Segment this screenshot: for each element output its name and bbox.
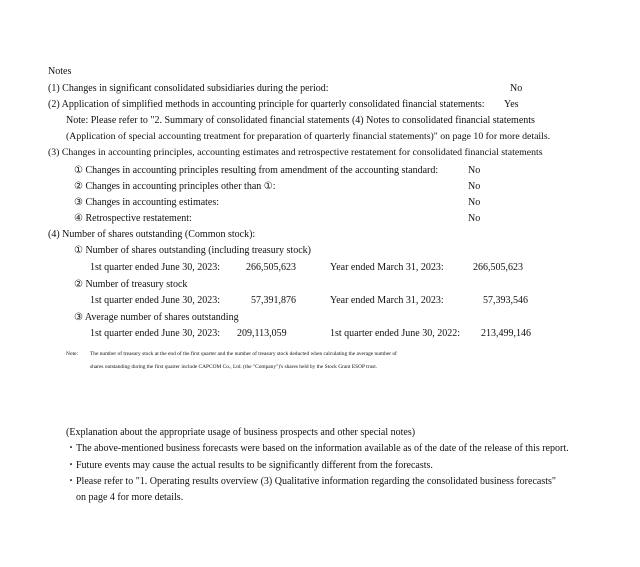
item2-label: (2) Application of simplified methods in accounting principle for quarterly consolidated financial statements:: [48, 99, 485, 110]
shares-left-label: 1st quarter ended June 30, 2023:: [90, 262, 220, 273]
item3-row-label: ④ Retrospective restatement:: [74, 213, 192, 224]
item1-value: No: [510, 83, 523, 94]
shares-left-value: 209,113,059: [237, 328, 287, 339]
explanation-heading: (Explanation about the appropriate usage of business prospects and other special notes): [66, 427, 416, 438]
explanation-bullet: ・Please refer to "1. Operating results overview (3) Qualitative information regarding the consolidated business forecasts": [66, 476, 556, 487]
shares-right-label: Year ended March 31, 2023:: [330, 262, 444, 273]
item2-value: Yes: [504, 99, 519, 110]
shares-group-title: ③ Average number of shares outstanding: [74, 312, 239, 323]
item3-row-label: ② Changes in accounting principles other than ①:: [74, 181, 276, 192]
item3-row-value: No: [468, 197, 481, 208]
explanation-bullet: ・The above-mentioned business forecasts were based on the information available as of the date of the release of this report.: [66, 443, 569, 454]
shares-right-value: 213,499,146: [481, 328, 531, 339]
shares-group-title: ② Number of treasury stock: [74, 279, 188, 290]
item3-row-label: ③ Changes in accounting estimates:: [74, 197, 220, 208]
notes-heading: Notes: [48, 66, 72, 77]
shares-right-value: 266,505,623: [473, 262, 523, 273]
explanation-bullet: ・Future events may cause the actual results to be significantly different from the forecasts.: [66, 460, 433, 471]
small-note-line2: shares outstanding during the first quarter include CAPCOM Co., Ltd. (the "Company")'s shares held by the Stock Grant ESOP trust.: [90, 364, 378, 370]
item3-row-value: No: [468, 165, 481, 176]
shares-right-label: 1st quarter ended June 30, 2022:: [330, 328, 460, 339]
shares-left-label: 1st quarter ended June 30, 2023:: [90, 328, 220, 339]
item2-note-line1: Note: Please refer to "2. Summary of consolidated financial statements (4) Notes to consolidated financial statements: [66, 115, 535, 126]
item3-row-value: No: [468, 213, 481, 224]
item3-row-label: ① Changes in accounting principles resulting from amendment of the accounting standard:: [74, 165, 439, 176]
shares-left-value: 266,505,623: [246, 262, 296, 273]
shares-right-label: Year ended March 31, 2023:: [330, 295, 444, 306]
item3-label: (3) Changes in accounting principles, accounting estimates and retrospective restatement for consolidated financial statements: [48, 147, 543, 158]
small-note-line1: The number of treasury stock at the end of the first quarter and the number of treasury stock deducted when calculating the average number of: [90, 351, 397, 357]
item4-label: (4) Number of shares outstanding (Common stock):: [48, 229, 256, 240]
explanation-bullet-continuation: on page 4 for more details.: [76, 492, 184, 503]
shares-group-title: ① Number of shares outstanding (including treasury stock): [74, 245, 311, 256]
item2-note-line2: (Application of special accounting treatment for preparation of quarterly financial statements)" on page 10 for more details.: [66, 131, 551, 142]
item3-row-value: No: [468, 181, 481, 192]
shares-right-value: 57,393,546: [483, 295, 528, 306]
small-note-prefix: Note:: [66, 351, 78, 357]
shares-left-value: 57,391,876: [251, 295, 296, 306]
item1-label: (1) Changes in significant consolidated subsidiaries during the period:: [48, 83, 329, 94]
shares-left-label: 1st quarter ended June 30, 2023:: [90, 295, 220, 306]
